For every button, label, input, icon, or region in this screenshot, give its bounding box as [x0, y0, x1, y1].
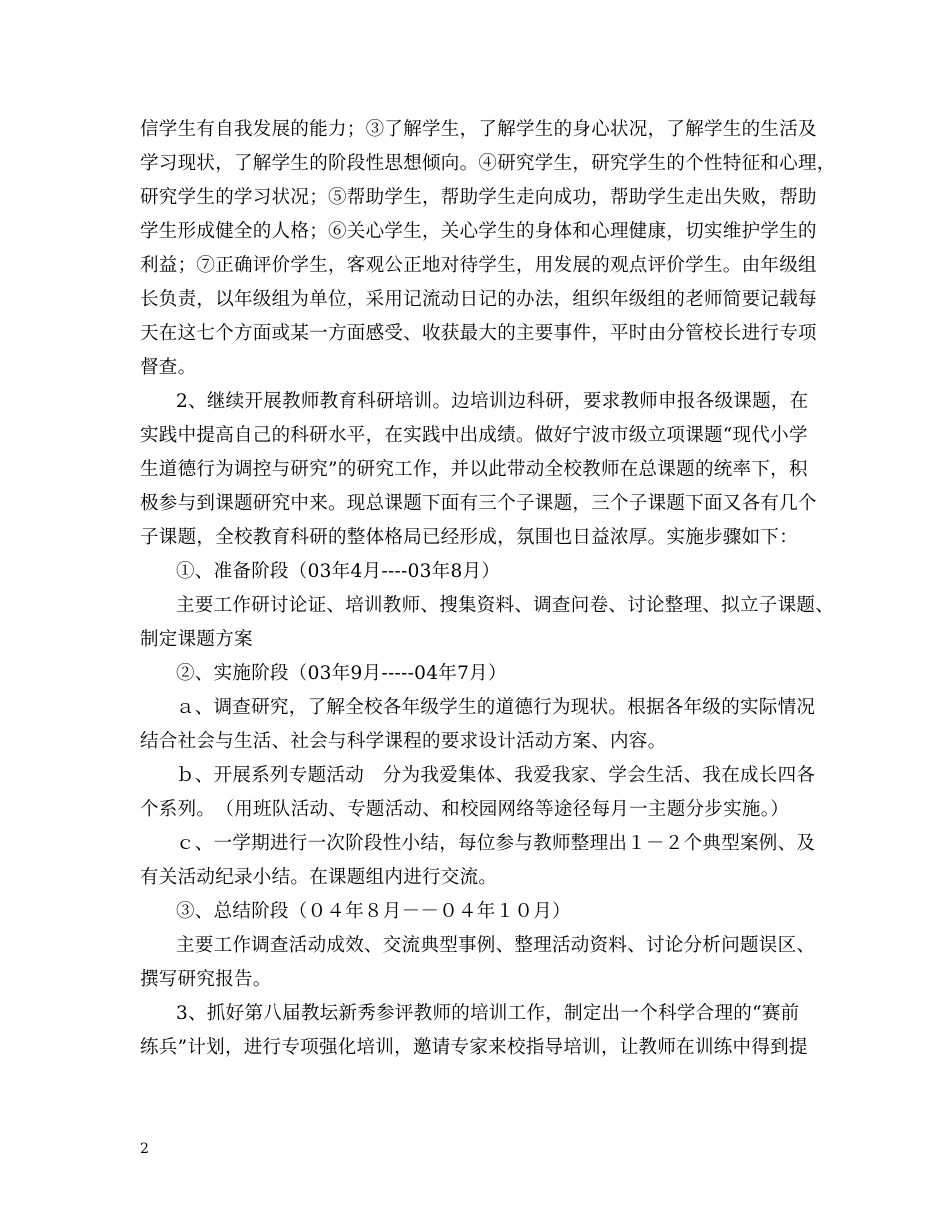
text-line: 有关活动纪录小结。在课题组内进行交流。 [140, 867, 498, 888]
text-line: 主要工作研讨论证、培训教师、搜集资料、调查问卷、讨论整理、拟立子课题、 [176, 595, 835, 616]
text-line: 生道德行为调控与研究”的研究工作，并以此带动全校教师在总课题的统率下，积 [140, 459, 808, 480]
text-line: 长负责，以年级组为单位，采用记流动日记的办法，组织年级组的老师简要记载每 [140, 289, 817, 310]
text-line: ①、准备阶段（03年4月----03年8月） [176, 561, 501, 582]
text-line: 学习现状，了解学生的阶段性思想倾向。④研究学生，研究学生的个性特征和心理， [140, 153, 836, 174]
text-line: 结合社会与生活、社会与科学课程的要求设计活动方案、内容。 [140, 731, 667, 752]
text-line: 极参与到课题研究中来。现总课题下面有三个子课题，三个子课题下面又各有几个 [140, 493, 817, 514]
text-line: 主要工作调查活动成效、交流典型事例、整理活动资料、讨论分析问题误区、 [176, 935, 816, 956]
text-line: 个系列。 （用班队活动、专题活动、和校园网络等途径每月一主题分步实施。） [140, 799, 790, 820]
text-line: 3、抓好第八届教坛新秀参评教师的培训工作，制定出一个科学合理的“赛前 [176, 1003, 800, 1024]
text-line: 信学生有自我发展的能力；③了解学生，了解学生的身心状况，了解学生的生活及 [140, 119, 817, 140]
text-line: ａ、调查研究，了解全校各年级学生的道德行为现状。根据各年级的实际情况 [176, 697, 816, 718]
text-line: 学生形成健全的人格；⑥关心学生，关心学生的身体和心理健康，切实维护学生的 [140, 221, 817, 242]
text-line: ③、总结阶段（０４年８月－－０４年１０月） [176, 901, 571, 922]
text-line: 督查。 [140, 357, 197, 378]
text-line: 撰写研究报告。 [140, 969, 272, 990]
page-number: 2 [140, 1141, 149, 1157]
text-line: ②、实施阶段（03年9月-----04年7月） [176, 663, 507, 684]
text-line: 研究学生的学习状况；⑤帮助学生，帮助学生走向成功，帮助学生走出失败，帮助 [140, 187, 817, 208]
text-line: 制定课题方案 [140, 629, 253, 650]
text-line: ｃ、一学期进行一次阶段性小结，每位参与教师整理出１－２个典型案例、及 [176, 833, 816, 854]
text-line: 利益；⑦正确评价学生，客观公正地对待学生，用发展的观点评价学生。由年级组 [140, 255, 817, 276]
text-line: ｂ、开展系列专题活动 分为我爱集体、我爱我家、学会生活、我在成长四各 [176, 765, 816, 786]
text-line: 天在这七个方面或某一方面感受、收获最大的主要事件，平时由分管校长进行专项 [140, 323, 817, 344]
text-line: 子课题，全校教育科研的整体格局已经形成，氛围也日益浓厚。实施步骤如下： [140, 527, 799, 548]
text-line: 2、继续开展教师教育科研培训。边培训边科研，要求教师申报各级课题，在 [176, 391, 809, 412]
text-line: 练兵”计划，进行专项强化培训，邀请专家来校指导培训，让教师在训练中得到提 [140, 1037, 808, 1058]
text-line: 实践中提高自己的科研水平，在实践中出成绩。做好宁波市级立项课题“现代小学 [140, 425, 808, 446]
